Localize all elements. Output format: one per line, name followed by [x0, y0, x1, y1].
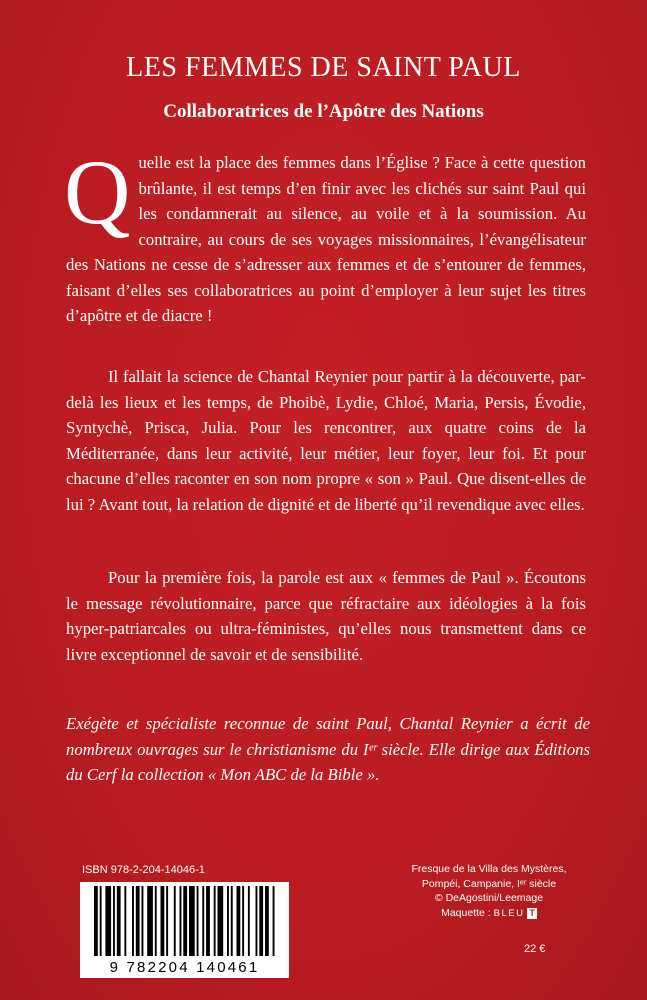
maquette-credit — [384, 906, 594, 922]
barcode-bar — [189, 886, 195, 956]
barcode-bar — [206, 886, 210, 956]
blurb-paragraph-1-text: uelle est la place des femmes dans l’Église ? Face à cette question brûlante, il est temps d’en finir avec les clichés sur saint Paul qui les condamnerait au silence, au voile et à la soumission. Au contraire, au cours de ses voyages missionnaires, l’évangélisateur des Nations ne cesse de s’adresser aux femmes et de s’entourer de femmes, faisant d’elles ses collaboratrices au point d’employer à leur sujet les titres d’apôtre et de diacre ! — [66, 153, 586, 325]
barcode-bar — [117, 886, 121, 956]
barcode-bar — [197, 886, 199, 956]
barcode-bar — [214, 886, 216, 956]
barcode-bar — [132, 886, 134, 956]
barcode-bar — [202, 886, 204, 956]
barcode-bar — [227, 886, 229, 956]
book-subtitle: Collaboratrices de l’Apôtre des Nations — [163, 101, 484, 122]
barcode-bar — [100, 886, 102, 956]
barcode-bar — [180, 886, 182, 956]
barcode-bar — [113, 886, 115, 956]
barcode-bar — [231, 886, 233, 956]
barcode-bar — [105, 886, 111, 956]
barcode-bar — [273, 886, 275, 956]
blurb-paragraph-1 — [64, 141, 586, 329]
price: 22 € — [524, 943, 546, 955]
credit-line-1: Fresque de la Villa des Mystères, — [411, 863, 567, 875]
barcode-digits: 9 782204 140461 — [109, 959, 260, 976]
barcode-bar — [142, 886, 144, 956]
barcode-bars — [80, 882, 289, 960]
barcode-bar — [242, 886, 244, 956]
barcode-bar — [265, 886, 269, 956]
maquette-brand: BLEU — [493, 907, 525, 919]
barcode-bar — [248, 886, 250, 956]
barcode-bar — [155, 886, 157, 956]
barcode-bar — [237, 886, 241, 956]
blurb-paragraph-2: Il fallait la science de Chantal Reynier pour partir à la découverte, par-delà les lieux et les temps, de Phoibè, Lydie, Chloé, Maria, Persis, Évodie, Syntychè, Prisca, Julia. Pour les rencontrer, aux quatre coins de la Méditerranée, dans leur activité, leur métier, leur foyer, leur foi. Et pour chacune d’elles raconter en son nom propre « son » Paul. Que disent-elles de lui ? Avant tout, la relation de dignité et de liberté qu’il revendique avec elles. — [66, 367, 586, 514]
maquette-label: Maquette : — [441, 906, 491, 919]
barcode-bar — [183, 886, 187, 956]
image-credits — [384, 862, 594, 921]
drop-cap: Q — [64, 141, 131, 243]
isbn-label: ISBN 978-2-204-14046-1 — [82, 864, 205, 876]
book-title: LES FEMMES DE SAINT PAUL — [126, 52, 521, 83]
barcode-bar — [174, 886, 176, 956]
barcode-bar — [256, 886, 258, 956]
credit-line-3: © DeAgostini/Leemage — [434, 892, 544, 904]
barcode-bar — [166, 886, 168, 956]
barcode — [80, 882, 289, 978]
barcode-bar — [124, 886, 126, 956]
brand-logo-icon: T — [529, 907, 535, 918]
barcode-bar — [259, 886, 263, 956]
barcode-bar — [136, 886, 140, 956]
barcode-bar — [94, 886, 98, 956]
blurb-paragraph-3: Pour la première fois, la parole est aux « femmes de Paul ». Écoutons le message révolutionnaire, parce que réfractaire aux idéologies à la fois hyper-patriarcales ou ultra-féministes, qu’elles nous transmettent dans ce livre exceptionnel de savoir et de sensibilité. — [66, 568, 586, 664]
barcode-bar — [218, 886, 224, 956]
barcode-bar — [147, 886, 153, 956]
author-bio: Exégète et spécialiste reconnue de saint Paul, Chantal Reynier a écrit de nombreux ouvrages sur le christianisme du Iᵉʳ siècle. Elle dirige aux Éditions du Cerf la collection « Mon ABC de la Bible ». — [66, 714, 590, 784]
barcode-bar — [161, 886, 165, 956]
credit-line-2: Pompéi, Campanie, Iᵉʳ siècle — [421, 877, 557, 890]
